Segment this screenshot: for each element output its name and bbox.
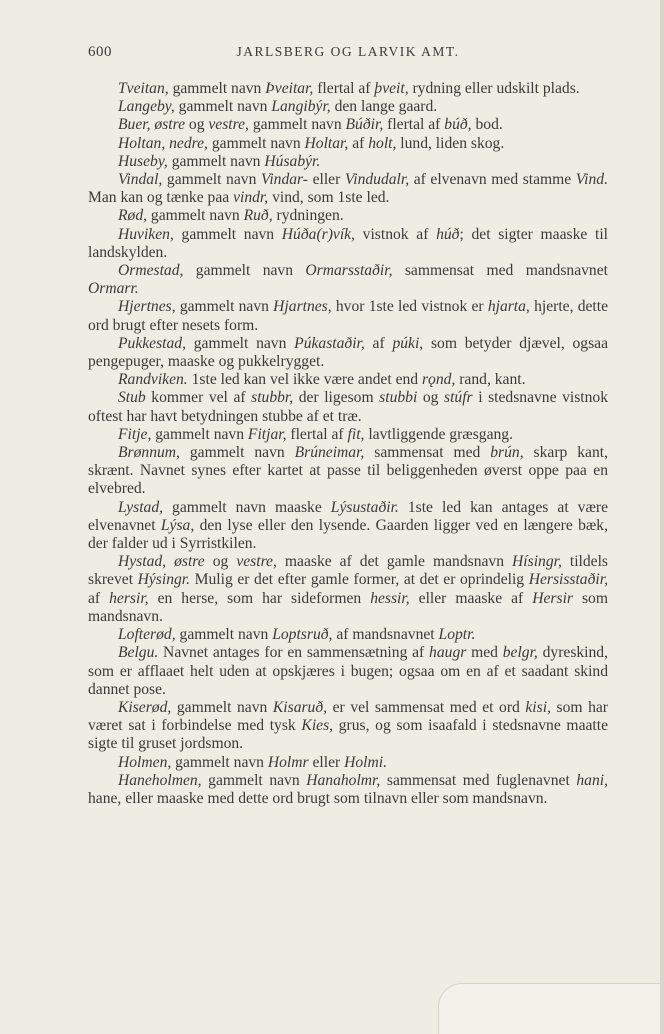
entry-paragraph bbox=[88, 426, 608, 444]
italic-term: Lýsustaðir. bbox=[330, 498, 399, 516]
text-run: gammelt navn bbox=[207, 134, 305, 152]
italic-term: Hersisstaðir, bbox=[528, 571, 608, 589]
italic-term: Vindal, bbox=[118, 171, 163, 189]
italic-term: Tveitan, bbox=[118, 80, 169, 97]
entry-paragraph bbox=[88, 226, 608, 262]
italic-term: kisi, bbox=[525, 698, 551, 716]
italic-term: vestre, bbox=[208, 116, 249, 134]
italic-term: Holtan, nedre, bbox=[118, 134, 208, 152]
text-run: som mandsnavn. bbox=[88, 589, 608, 625]
italic-term: stubbr, bbox=[251, 389, 294, 407]
italic-term: Hísingr, bbox=[512, 553, 562, 571]
text-run: af elvenavn med stamme bbox=[409, 171, 576, 189]
running-title: JARLSBERG OG LARVIK AMT. bbox=[236, 44, 460, 59]
text-run: af bbox=[348, 134, 369, 152]
italic-term: Holmi. bbox=[344, 753, 387, 771]
italic-term: púki, bbox=[392, 334, 424, 352]
italic-term: Lýsa, bbox=[160, 516, 195, 534]
text-run: 1ste led kan antages at være elvenavnet bbox=[88, 498, 608, 534]
text-run: eller bbox=[308, 171, 345, 189]
text-run: som betyder djævel, ogsaa pengepuger, maaske og pukkelrygget. bbox=[88, 334, 608, 371]
text-run: der ligesom bbox=[293, 389, 380, 407]
text-run: lund, liden skog. bbox=[396, 134, 505, 152]
text-run: skarp kant, skrænt. Navnet synes efter kartet at passe til beliggenheden øverst oppe paa en elvebred. bbox=[88, 444, 608, 498]
italic-term: haugr bbox=[429, 644, 467, 662]
entry-paragraph bbox=[88, 754, 608, 772]
text-run: sammensat med bbox=[364, 444, 491, 462]
text-run: i stedsnavne vistnok oftest har havt betydningen stubbe af et træ. bbox=[88, 389, 609, 425]
text-run: vistnok af bbox=[354, 225, 437, 243]
italic-term: Ruð, bbox=[243, 207, 273, 225]
text-run: Man kan og tænke paa bbox=[88, 189, 234, 207]
italic-term: Lystad, bbox=[118, 498, 164, 516]
text-run: den lyse eller den lysende. Gaarden ligger ved en længere bæk, der falder ud i Syrristkilen. bbox=[88, 516, 608, 553]
entry-paragraph bbox=[88, 553, 608, 626]
italic-term: Hýsingr. bbox=[137, 571, 191, 589]
text-run: gammelt navn bbox=[175, 626, 273, 644]
text-run: lavtliggende græsgang. bbox=[364, 425, 513, 443]
entry-paragraph bbox=[88, 171, 608, 207]
italic-term: hessir, bbox=[370, 589, 410, 607]
italic-term: Randviken. bbox=[118, 371, 188, 389]
italic-term: Haneholmen, bbox=[118, 771, 202, 789]
text-run: ; det sigter maaske til landskylden. bbox=[88, 225, 608, 261]
italic-term: Ormarr. bbox=[88, 280, 139, 298]
entry-paragraph bbox=[88, 98, 608, 116]
italic-term: Púkastaðir, bbox=[294, 334, 365, 352]
text-run: gammelt navn bbox=[173, 225, 282, 243]
text-run: hvor 1ste led vistnok er bbox=[331, 298, 488, 316]
text-run: 1ste led kan vel ikke være andet end bbox=[187, 371, 422, 389]
italic-term: Kiserød, bbox=[118, 698, 172, 716]
italic-term: Holtar, bbox=[304, 134, 349, 152]
entry-paragraph bbox=[88, 644, 608, 699]
text-run: og bbox=[204, 553, 237, 571]
italic-term: Hanaholmr, bbox=[306, 771, 381, 789]
italic-term: belgr, bbox=[502, 644, 538, 662]
text-run: gammelt navn bbox=[168, 80, 266, 97]
italic-term: Loptr. bbox=[438, 626, 476, 644]
text-run: eller maaske af bbox=[409, 589, 533, 607]
text-run: sammensat med mandsnavnet bbox=[392, 262, 608, 280]
italic-term: Holmr bbox=[267, 753, 309, 771]
italic-term: Fitje, bbox=[118, 425, 152, 443]
italic-term: rǫnd, bbox=[421, 371, 456, 389]
italic-term: Hystad, østre bbox=[118, 553, 205, 571]
text-run: gammelt navn bbox=[151, 425, 248, 443]
text-run: gammelt navn bbox=[171, 753, 268, 771]
text-run: rand, kant. bbox=[455, 371, 526, 389]
page-header bbox=[88, 44, 608, 64]
italic-term: Húsabýr. bbox=[264, 152, 321, 170]
italic-term: Hjartnes, bbox=[273, 298, 332, 316]
italic-term: stúfr bbox=[444, 389, 473, 407]
body-text bbox=[88, 80, 608, 808]
text-run: flertal af bbox=[313, 80, 375, 97]
italic-term: Brønnum, bbox=[118, 444, 180, 462]
italic-term: Kisaruð, bbox=[272, 698, 328, 716]
text-run: Navnet antages for en sammensætning af bbox=[158, 644, 430, 662]
text-run: den lange gaard. bbox=[330, 98, 438, 116]
text-run: og bbox=[417, 389, 445, 407]
text-run: og bbox=[185, 116, 209, 134]
text-run: maaske af det gamle mandsnavn bbox=[276, 553, 513, 571]
italic-term: Belgu. bbox=[118, 644, 159, 662]
italic-term: Kies, bbox=[301, 717, 334, 735]
entry-paragraph bbox=[88, 626, 608, 644]
entry-paragraph bbox=[88, 80, 608, 98]
entry-paragraph bbox=[88, 499, 608, 554]
text-run: sammensat med fuglenavnet bbox=[380, 771, 577, 789]
text-run: som har været sat i forbindelse med tysk bbox=[88, 698, 608, 735]
text-run: tildels skrevet bbox=[88, 553, 608, 589]
text-run: kommer vel af bbox=[145, 389, 252, 407]
text-run: eller bbox=[308, 753, 345, 771]
italic-term: Vind. bbox=[575, 171, 608, 189]
text-run: gammelt navn bbox=[147, 207, 244, 225]
italic-term: hersir, bbox=[109, 589, 149, 607]
italic-term: Langeby, bbox=[118, 98, 175, 116]
italic-term: Hersir bbox=[532, 589, 573, 607]
text-run: af bbox=[88, 589, 110, 607]
text-run: er vel sammensat med et ord bbox=[327, 698, 526, 716]
text-run: bod. bbox=[471, 116, 503, 134]
text-run: en herse, som har sideformen bbox=[148, 589, 371, 607]
text-run: af mandsnavnet bbox=[332, 626, 439, 644]
entry-paragraph bbox=[88, 262, 608, 298]
text-run: gammelt navn bbox=[179, 444, 295, 462]
text-run: flertal af bbox=[286, 425, 348, 443]
italic-term: Lofterød, bbox=[118, 626, 176, 644]
text-run: rydningen. bbox=[272, 207, 344, 225]
text-run: vind, som 1ste led. bbox=[268, 189, 390, 207]
page-number: 600 bbox=[88, 44, 112, 60]
italic-term: Rød, bbox=[118, 207, 148, 225]
italic-term: Þveitar, bbox=[265, 80, 314, 97]
text-run: dyreskind, som er afflaaet helt uden at opskjæres i bugen; ogsaa om en af et saadant skind dannet pose. bbox=[88, 644, 609, 698]
entry-paragraph bbox=[88, 207, 608, 225]
italic-term: Ormarsstaðir, bbox=[305, 262, 393, 280]
italic-term: Langibýr, bbox=[271, 98, 331, 116]
italic-term: hani, bbox=[576, 771, 608, 789]
entry-paragraph bbox=[88, 371, 608, 389]
entry-paragraph bbox=[88, 135, 608, 153]
italic-term: brún, bbox=[490, 444, 524, 462]
italic-term: Vindudalr, bbox=[344, 171, 410, 189]
entry-paragraph bbox=[88, 153, 608, 171]
italic-term: Loptsruð, bbox=[272, 626, 333, 644]
entry-paragraph bbox=[88, 389, 608, 425]
text-run: gammelt navn bbox=[174, 98, 272, 116]
text-run: hane, eller maaske med dette ord brugt som tilnavn eller som mandsnavn. bbox=[88, 789, 548, 807]
italic-term: holt, bbox=[368, 134, 397, 152]
text-run: Mulig er det efter gamle former, at det er oprindelig bbox=[190, 571, 529, 589]
text-run: gammelt navn bbox=[171, 698, 273, 716]
text-run: flertal af bbox=[383, 116, 445, 134]
italic-term: vestre, bbox=[236, 553, 277, 571]
italic-term: Pukkestad, bbox=[118, 334, 186, 352]
entry-paragraph bbox=[88, 298, 608, 334]
italic-term: stubbi bbox=[379, 389, 418, 407]
entry-paragraph bbox=[88, 116, 608, 134]
italic-term: húð bbox=[436, 225, 460, 243]
italic-term: Ormestad, bbox=[118, 262, 184, 280]
text-run: gammelt navn bbox=[185, 334, 295, 352]
text-run: med bbox=[466, 644, 503, 662]
text-run: grus, og som isaafald i stedsnavne maatte sigte til gruset jordsmon. bbox=[88, 717, 608, 753]
entry-paragraph bbox=[88, 444, 608, 499]
page-corner-fold bbox=[438, 983, 664, 1034]
entry-paragraph bbox=[88, 699, 608, 754]
text-run: gammelt navn bbox=[162, 171, 261, 189]
italic-term: Buer, østre bbox=[118, 116, 185, 134]
entry-paragraph bbox=[88, 335, 608, 371]
italic-term: Huvikеn, bbox=[118, 225, 174, 243]
italic-term: Stub bbox=[118, 389, 146, 407]
entry-paragraph bbox=[88, 772, 608, 808]
italic-term: hjarta, bbox=[487, 298, 530, 316]
italic-term: vindr, bbox=[233, 189, 269, 207]
italic-term: Vindar- bbox=[260, 171, 308, 189]
text-run: gammelt navn bbox=[183, 262, 306, 280]
italic-term: Húða(r)vík, bbox=[281, 225, 355, 243]
text-run: rydning eller udskilt plads. bbox=[408, 80, 580, 97]
text-run: gammelt navn bbox=[167, 152, 265, 170]
text-run: gammelt navn maaske bbox=[163, 498, 331, 516]
italic-term: fit, bbox=[347, 425, 365, 443]
italic-term: búð, bbox=[444, 116, 472, 134]
text-run: hjerte, dette ord brugt efter nesets form. bbox=[88, 298, 608, 334]
text-run: af bbox=[364, 334, 393, 352]
italic-term: Búðir, bbox=[345, 116, 384, 134]
italic-term: Fitjar, bbox=[247, 425, 287, 443]
text-run: gammelt navn bbox=[201, 771, 307, 789]
italic-term: Huseby, bbox=[118, 152, 168, 170]
page-edge bbox=[660, 0, 664, 1034]
italic-term: þveit, bbox=[374, 80, 409, 97]
italic-term: Hjertnes, bbox=[118, 298, 176, 316]
italic-term: Holmen, bbox=[118, 753, 172, 771]
text-run: gammelt navn bbox=[175, 298, 274, 316]
text-run: gammelt navn bbox=[248, 116, 346, 134]
italic-term: Brúneimar, bbox=[294, 444, 365, 462]
